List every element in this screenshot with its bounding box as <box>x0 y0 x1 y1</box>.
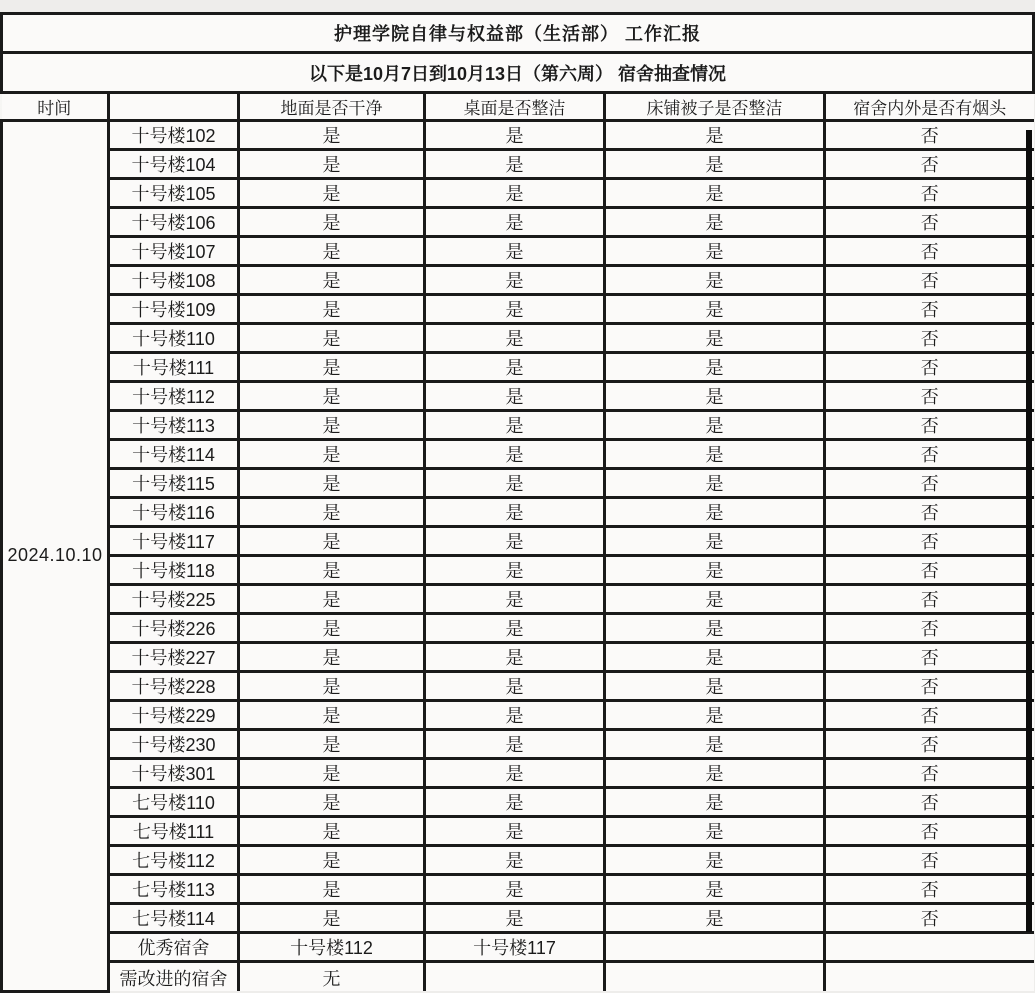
header-floor-clean: 地面是否干净 <box>239 93 425 121</box>
floor-clean-cell: 是 <box>239 324 425 353</box>
desk-tidy-cell: 是 <box>425 121 605 150</box>
room-cell: 七号楼110 <box>109 788 239 817</box>
bed-tidy-cell: 是 <box>605 701 825 730</box>
cigarette-cell: 否 <box>825 150 1034 179</box>
floor-clean-cell: 是 <box>239 817 425 846</box>
cigarette-cell: 否 <box>825 556 1034 585</box>
bed-tidy-cell: 是 <box>605 150 825 179</box>
desk-tidy-cell: 是 <box>425 353 605 382</box>
room-cell: 十号楼225 <box>109 585 239 614</box>
table-body <box>2 14 1034 992</box>
table-row <box>2 150 1034 179</box>
cigarette-cell: 否 <box>825 237 1034 266</box>
table-row <box>2 846 1034 875</box>
summary-value-cell: 无 <box>239 962 425 992</box>
cigarette-cell: 否 <box>825 846 1034 875</box>
bed-tidy-cell: 是 <box>605 121 825 150</box>
table-row <box>2 353 1034 382</box>
desk-tidy-cell: 是 <box>425 788 605 817</box>
report-title: 护理学院自律与权益部（生活部） 工作汇报 <box>2 14 1034 53</box>
summary-value-cell: 十号楼112 <box>239 933 425 962</box>
desk-tidy-cell: 是 <box>425 672 605 701</box>
room-cell: 七号楼113 <box>109 875 239 904</box>
floor-clean-cell: 是 <box>239 904 425 933</box>
floor-clean-cell: 是 <box>239 150 425 179</box>
desk-tidy-cell: 是 <box>425 179 605 208</box>
table-row <box>2 411 1034 440</box>
room-cell: 十号楼115 <box>109 469 239 498</box>
room-cell: 十号楼116 <box>109 498 239 527</box>
table-header-row <box>2 93 1034 121</box>
cigarette-cell: 否 <box>825 614 1034 643</box>
bed-tidy-cell: 是 <box>605 295 825 324</box>
header-bed-tidy: 床铺被子是否整洁 <box>605 93 825 121</box>
desk-tidy-cell: 是 <box>425 498 605 527</box>
bed-tidy-cell: 是 <box>605 614 825 643</box>
desk-tidy-cell: 是 <box>425 875 605 904</box>
desk-tidy-cell: 是 <box>425 440 605 469</box>
table-row <box>2 788 1034 817</box>
table-row <box>2 527 1034 556</box>
summary-label-cell: 优秀宿舍 <box>109 933 239 962</box>
floor-clean-cell: 是 <box>239 585 425 614</box>
summary-row <box>2 933 1034 962</box>
cigarette-cell: 否 <box>825 295 1034 324</box>
room-cell: 十号楼117 <box>109 527 239 556</box>
bed-tidy-cell: 是 <box>605 208 825 237</box>
cigarette-cell: 否 <box>825 527 1034 556</box>
table-row <box>2 208 1034 237</box>
table-row <box>2 237 1034 266</box>
table-row <box>2 382 1034 411</box>
desk-tidy-cell: 是 <box>425 527 605 556</box>
table-row <box>2 759 1034 788</box>
bed-tidy-cell: 是 <box>605 353 825 382</box>
table-row <box>2 904 1034 933</box>
desk-tidy-cell: 是 <box>425 382 605 411</box>
table-row <box>2 556 1034 585</box>
header-desk-tidy: 桌面是否整洁 <box>425 93 605 121</box>
floor-clean-cell: 是 <box>239 875 425 904</box>
bed-tidy-cell: 是 <box>605 237 825 266</box>
cigarette-cell: 否 <box>825 266 1034 295</box>
cigarette-cell: 否 <box>825 498 1034 527</box>
room-cell: 十号楼106 <box>109 208 239 237</box>
table-row <box>2 672 1034 701</box>
floor-clean-cell: 是 <box>239 382 425 411</box>
report-table <box>0 12 1035 993</box>
desk-tidy-cell: 是 <box>425 585 605 614</box>
table-row <box>2 875 1034 904</box>
cigarette-cell: 否 <box>825 440 1034 469</box>
bed-tidy-cell: 是 <box>605 585 825 614</box>
bed-tidy-cell: 是 <box>605 469 825 498</box>
floor-clean-cell: 是 <box>239 121 425 150</box>
summary-value-cell <box>425 962 605 992</box>
floor-clean-cell: 是 <box>239 237 425 266</box>
room-cell: 十号楼230 <box>109 730 239 759</box>
floor-clean-cell: 是 <box>239 498 425 527</box>
room-cell: 十号楼107 <box>109 237 239 266</box>
cigarette-cell: 否 <box>825 208 1034 237</box>
cigarette-cell: 否 <box>825 324 1034 353</box>
cigarette-cell: 否 <box>825 353 1034 382</box>
summary-value-cell <box>825 933 1034 962</box>
room-cell: 十号楼228 <box>109 672 239 701</box>
bed-tidy-cell: 是 <box>605 411 825 440</box>
floor-clean-cell: 是 <box>239 469 425 498</box>
floor-clean-cell: 是 <box>239 846 425 875</box>
floor-clean-cell: 是 <box>239 788 425 817</box>
desk-tidy-cell: 是 <box>425 150 605 179</box>
table-row <box>2 469 1034 498</box>
room-cell: 七号楼114 <box>109 904 239 933</box>
cigarette-cell: 否 <box>825 121 1034 150</box>
cigarette-cell: 否 <box>825 701 1034 730</box>
bed-tidy-cell: 是 <box>605 904 825 933</box>
floor-clean-cell: 是 <box>239 643 425 672</box>
desk-tidy-cell: 是 <box>425 266 605 295</box>
room-cell: 十号楼113 <box>109 411 239 440</box>
cigarette-cell: 否 <box>825 759 1034 788</box>
desk-tidy-cell: 是 <box>425 237 605 266</box>
table-row <box>2 179 1034 208</box>
cigarette-cell: 否 <box>825 817 1034 846</box>
room-cell: 十号楼108 <box>109 266 239 295</box>
cigarette-cell: 否 <box>825 788 1034 817</box>
title-row <box>2 14 1034 53</box>
cigarette-cell: 否 <box>825 875 1034 904</box>
floor-clean-cell: 是 <box>239 179 425 208</box>
bed-tidy-cell: 是 <box>605 788 825 817</box>
desk-tidy-cell: 是 <box>425 614 605 643</box>
desk-tidy-cell: 是 <box>425 295 605 324</box>
table-row <box>2 266 1034 295</box>
bed-tidy-cell: 是 <box>605 846 825 875</box>
room-cell: 七号楼111 <box>109 817 239 846</box>
header-cigarette: 宿舍内外是否有烟头 <box>825 93 1034 121</box>
report-subtitle: 以下是10月7日到10月13日（第六周） 宿舍抽查情况 <box>2 53 1034 93</box>
cigarette-cell: 否 <box>825 643 1034 672</box>
floor-clean-cell: 是 <box>239 208 425 237</box>
cigarette-cell: 否 <box>825 585 1034 614</box>
desk-tidy-cell: 是 <box>425 817 605 846</box>
bed-tidy-cell: 是 <box>605 266 825 295</box>
cigarette-cell: 否 <box>825 179 1034 208</box>
subtitle-row <box>2 53 1034 93</box>
table-row <box>2 643 1034 672</box>
desk-tidy-cell: 是 <box>425 469 605 498</box>
floor-clean-cell: 是 <box>239 440 425 469</box>
bed-tidy-cell: 是 <box>605 672 825 701</box>
room-cell: 十号楼229 <box>109 701 239 730</box>
table-row <box>2 295 1034 324</box>
summary-label-cell: 需改进的宿舍 <box>109 962 239 992</box>
table-row <box>2 324 1034 353</box>
summary-value-cell <box>825 962 1034 992</box>
cigarette-cell: 否 <box>825 411 1034 440</box>
floor-clean-cell: 是 <box>239 730 425 759</box>
room-cell: 七号楼112 <box>109 846 239 875</box>
floor-clean-cell: 是 <box>239 266 425 295</box>
table-row <box>2 817 1034 846</box>
cigarette-cell: 否 <box>825 730 1034 759</box>
table-row <box>2 730 1034 759</box>
room-cell: 十号楼105 <box>109 179 239 208</box>
table-row <box>2 440 1034 469</box>
room-cell: 十号楼109 <box>109 295 239 324</box>
room-cell: 十号楼227 <box>109 643 239 672</box>
room-cell: 十号楼226 <box>109 614 239 643</box>
bed-tidy-cell: 是 <box>605 527 825 556</box>
floor-clean-cell: 是 <box>239 353 425 382</box>
floor-clean-cell: 是 <box>239 672 425 701</box>
floor-clean-cell: 是 <box>239 614 425 643</box>
bed-tidy-cell: 是 <box>605 875 825 904</box>
table-row <box>2 121 1034 150</box>
date-cell: 2024.10.10 <box>2 121 109 992</box>
room-cell: 十号楼301 <box>109 759 239 788</box>
bed-tidy-cell: 是 <box>605 324 825 353</box>
room-cell: 十号楼118 <box>109 556 239 585</box>
table-row <box>2 498 1034 527</box>
header-time: 时间 <box>2 93 109 121</box>
bed-tidy-cell: 是 <box>605 498 825 527</box>
desk-tidy-cell: 是 <box>425 759 605 788</box>
cigarette-cell: 否 <box>825 904 1034 933</box>
desk-tidy-cell: 是 <box>425 846 605 875</box>
cigarette-cell: 否 <box>825 469 1034 498</box>
table-row <box>2 585 1034 614</box>
room-cell: 十号楼110 <box>109 324 239 353</box>
photo-edge-stripe <box>1026 130 1032 932</box>
header-room <box>109 93 239 121</box>
desk-tidy-cell: 是 <box>425 701 605 730</box>
bed-tidy-cell: 是 <box>605 817 825 846</box>
cigarette-cell: 否 <box>825 672 1034 701</box>
bed-tidy-cell: 是 <box>605 556 825 585</box>
bed-tidy-cell: 是 <box>605 643 825 672</box>
summary-row <box>2 962 1034 992</box>
desk-tidy-cell: 是 <box>425 556 605 585</box>
summary-value-cell <box>605 962 825 992</box>
desk-tidy-cell: 是 <box>425 730 605 759</box>
floor-clean-cell: 是 <box>239 295 425 324</box>
bed-tidy-cell: 是 <box>605 179 825 208</box>
desk-tidy-cell: 是 <box>425 643 605 672</box>
bed-tidy-cell: 是 <box>605 382 825 411</box>
desk-tidy-cell: 是 <box>425 324 605 353</box>
cigarette-cell: 否 <box>825 382 1034 411</box>
table-row <box>2 701 1034 730</box>
floor-clean-cell: 是 <box>239 556 425 585</box>
room-cell: 十号楼111 <box>109 353 239 382</box>
report-page <box>0 12 1032 989</box>
floor-clean-cell: 是 <box>239 411 425 440</box>
bed-tidy-cell: 是 <box>605 759 825 788</box>
summary-value-cell <box>605 933 825 962</box>
desk-tidy-cell: 是 <box>425 411 605 440</box>
room-cell: 十号楼114 <box>109 440 239 469</box>
desk-tidy-cell: 是 <box>425 208 605 237</box>
floor-clean-cell: 是 <box>239 759 425 788</box>
summary-value-cell: 十号楼117 <box>425 933 605 962</box>
room-cell: 十号楼112 <box>109 382 239 411</box>
room-cell: 十号楼102 <box>109 121 239 150</box>
bed-tidy-cell: 是 <box>605 440 825 469</box>
bed-tidy-cell: 是 <box>605 730 825 759</box>
floor-clean-cell: 是 <box>239 527 425 556</box>
room-cell: 十号楼104 <box>109 150 239 179</box>
floor-clean-cell: 是 <box>239 701 425 730</box>
desk-tidy-cell: 是 <box>425 904 605 933</box>
table-row <box>2 614 1034 643</box>
